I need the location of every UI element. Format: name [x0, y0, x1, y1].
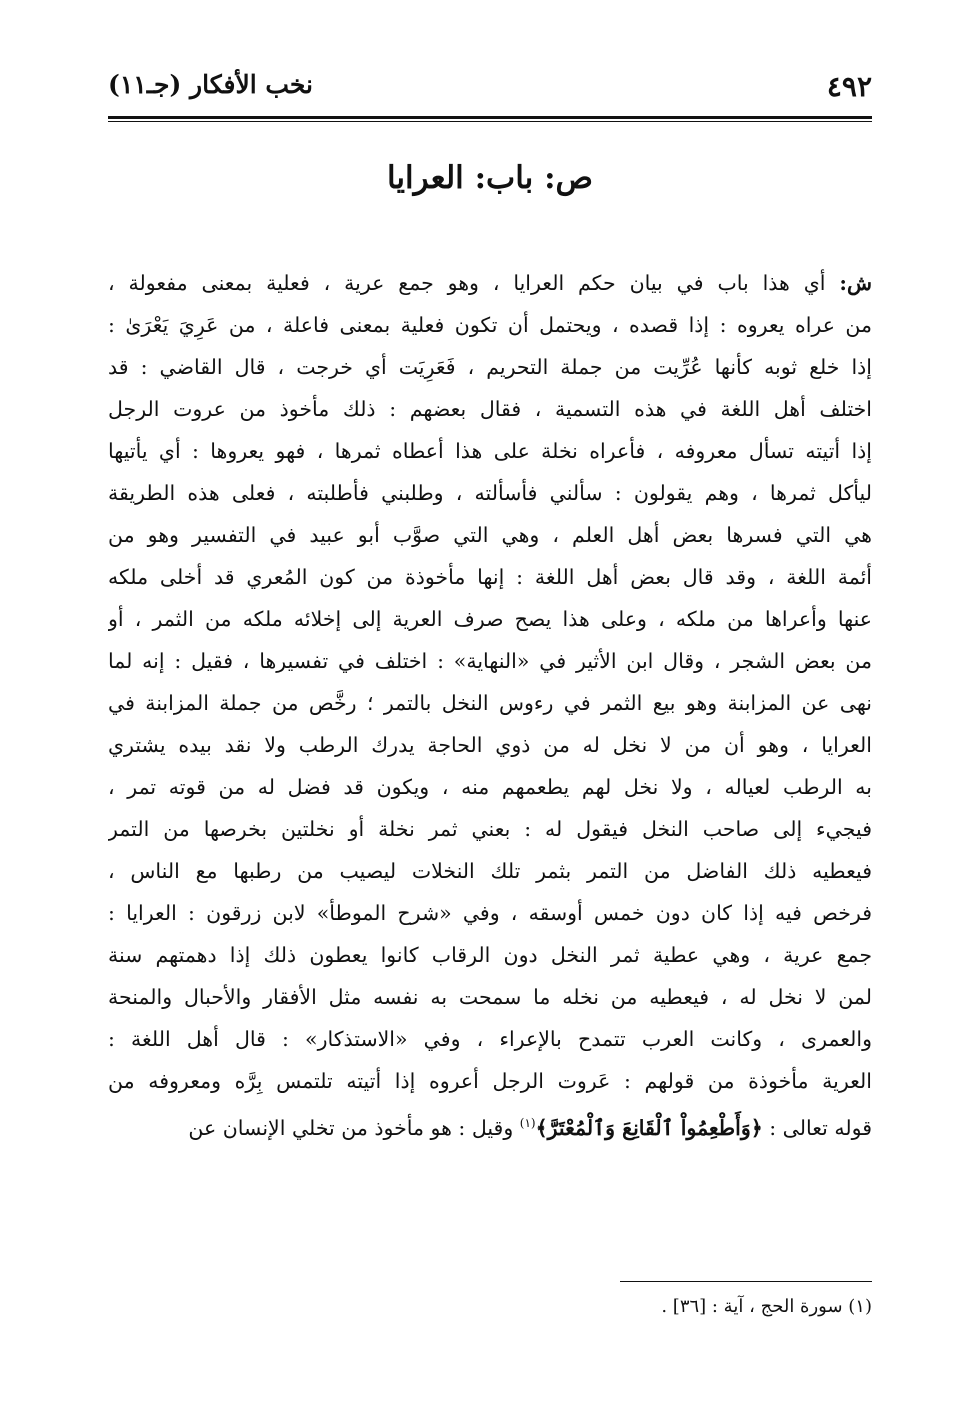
text-line: إذا خلع ثوبه كأنها عُرِّيت من جملة التحريم ، فَعَرِيَت أي خرجت ، قال القاضي : قد — [108, 355, 872, 379]
text-line — [108, 262, 872, 304]
body-text — [108, 262, 872, 1144]
text-line: فرخص فيه إذا كان دون خمس أوسقه ، وفي «شرح الموطأ» لابن زرقون : العرايا : — [108, 901, 872, 925]
text-line: أئمة اللغة ، وقد قال بعض أهل اللغة : إنها مأخوذة من كون المُعري قد أخلى ملكه — [108, 565, 872, 589]
footnote-separator — [620, 1281, 872, 1282]
text-line: ليأكل ثمرها ، وهم يقولون : سألني فأسألته ، وطلبني فأطلبته ، فعلى هذه الطريقة — [108, 481, 872, 505]
text-line: والعمرى ، وكانت العرب تتمدح بالإعراء ، وفي «الاستذكار» : قال أهل اللغة : — [108, 1027, 872, 1051]
text-line — [108, 1102, 872, 1144]
commentary-marker: ش: — [839, 271, 872, 295]
text-line: جمع عرية ، وهي عطية ثمر النخل دون الرقاب كانوا يعطون ذلك إذا دهمتهم سنة — [108, 943, 872, 967]
header-rule-thick — [108, 116, 872, 119]
text-line: من عراه يعروه : إذا قصده ، ويحتمل أن تكون فعلية بمعنى فاعلة ، من عَرِيَ يَعْرَىٰ : — [108, 313, 872, 337]
footnote-reference: (١) — [519, 1116, 536, 1130]
text-line: عنها وأعراها من ملكه ، وعلى هذا يصح صرف العرية إلى إخلائه ملكه من الثمر ، أو — [108, 607, 872, 631]
quran-quote: ﴿وَأَطْعِمُواْ ٱلْقَانِعَ وَٱلْمُعْتَرَّ﴾ — [535, 1115, 763, 1140]
chapter-heading: ص: باب: العرايا — [386, 160, 593, 196]
text-line: اختلف أهل اللغة في هذه التسمية ، فقال بعضهم : ذلك مأخوذ من عروت الرجل — [108, 397, 872, 421]
page-header — [108, 56, 872, 114]
text-segment: وقيل : هو مأخوذ من تخلي الإنسان عن — [188, 1115, 520, 1140]
text-line: لمن لا نخل له ، فيعطيه من نخله ما سمحت به نفسه مثل الأفقار والأحبال والمنحة — [108, 985, 872, 1009]
text-line: العرية مأخوذة من قولهم : عَروت الرجل أعروه إذا أتيته تلتمس بِرَّه ومعروفه من — [108, 1069, 872, 1093]
text-line: نهى عن المزابنة وهو بيع الثمر في رءوس النخل بالتمر ؛ رخَّص من جملة المزابنة في — [108, 691, 872, 715]
text-line: فيعطيه ذلك الفاضل من التمر بثمر تلك النخلات ليصيب من رطبها مع الناس ، — [108, 859, 872, 883]
text-line: فيجيء إلى صاحب النخل فيقول له : بعني ثمر نخلة أو نخلتين بخرصها من التمر — [108, 817, 872, 841]
header-rule-thin — [108, 121, 872, 122]
text-segment: قوله تعالى : — [762, 1115, 872, 1140]
page-number: ٤٩٢ — [826, 70, 872, 103]
text-line: العرايا ، وهو أن من لا نخل له من ذوي الحاجة يدرك الرطب ولا نقد بيده يشتري — [108, 733, 872, 757]
text-line-content: أي هذا باب في بيان حكم العرايا ، وهو جمع عرية ، فعلية بمعنى مفعولة ، — [108, 271, 840, 295]
footnote: (١) سورة الحج ، آية : [٣٦] . — [661, 1296, 872, 1317]
text-line: به الرطب لعياله ، ولا نخل لهم يطعمهم منه ، ويكون قد فضل له من قوته تمر ، — [108, 775, 872, 799]
text-line: من بعض الشجر ، وقال ابن الأثير في «النهاية» : اختلف في تفسيرها ، فقيل : إنه لما — [108, 649, 872, 673]
text-line: هي التي فسرها بعض أهل العلم ، وهي التي صوَّب أبو عبيد في التفسير وهو من — [108, 523, 872, 547]
running-title: نخب الأفكار (جـ١١) — [108, 70, 314, 99]
text-line: إذا أتيته تسأل معروفه ، فأعراه نخلة على هذا أعطاه ثمرها ، فهو يعروها : أي يأتيها — [108, 439, 872, 463]
